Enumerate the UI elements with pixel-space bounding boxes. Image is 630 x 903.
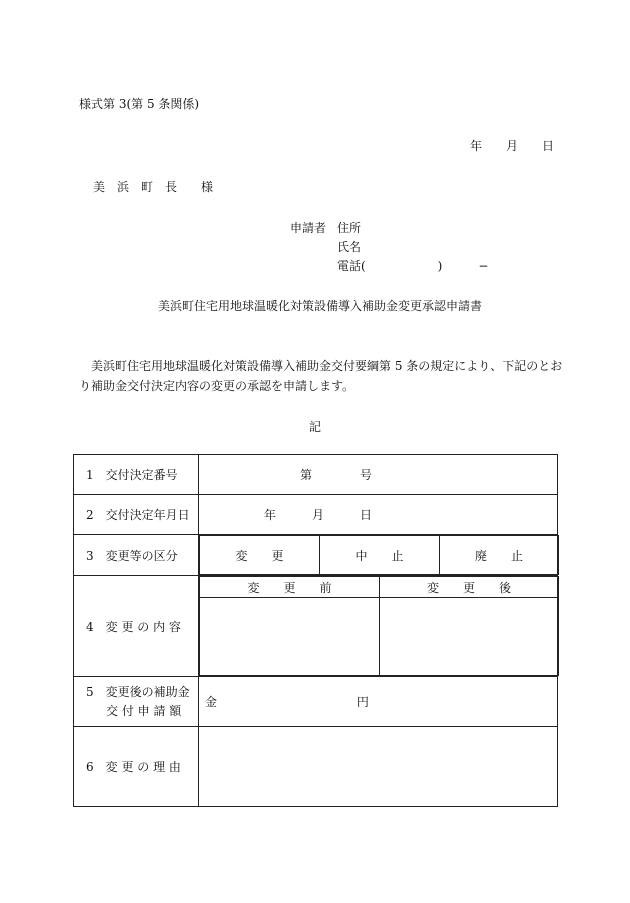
change-reason-label: 6 変 更 の 理 由 bbox=[74, 727, 199, 807]
applicant-label: 申請者 bbox=[290, 221, 327, 235]
body-line-2: り補助金交付決定内容の変更の承認を申請します。 bbox=[79, 379, 355, 393]
decision-number-text: 第 号 bbox=[300, 468, 373, 482]
change-content-label: 4 変 更 の 内 容 bbox=[74, 576, 199, 677]
option-change[interactable] bbox=[200, 536, 320, 575]
new-amount-value[interactable] bbox=[199, 677, 558, 727]
change-content-area bbox=[199, 576, 558, 677]
option-cancel-label: 中 止 bbox=[355, 548, 404, 563]
yen-unit: 円 bbox=[356, 695, 369, 709]
decision-number-label: 1 交付決定番号 bbox=[74, 455, 199, 495]
table-row bbox=[74, 727, 558, 807]
after-header-label: 変 更 後 bbox=[426, 580, 511, 595]
decision-number-value[interactable] bbox=[199, 455, 558, 495]
before-header bbox=[200, 577, 380, 598]
option-abolish[interactable] bbox=[440, 536, 559, 575]
option-change-label: 変 更 bbox=[235, 548, 284, 563]
table-row bbox=[74, 495, 558, 535]
ki-label: 記 bbox=[309, 420, 322, 434]
change-type-options bbox=[199, 535, 558, 576]
option-cancel[interactable] bbox=[320, 536, 440, 575]
form-number: 様式第 3(第 5 条関係) bbox=[79, 97, 200, 111]
after-header bbox=[380, 577, 559, 598]
new-amount-label-line1: 5 変更後の補助金 bbox=[86, 684, 190, 699]
body-line-1: 美浜町住宅用地球温暖化対策設備導入補助金交付要綱第 5 条の規定により、下記のとお bbox=[91, 359, 563, 373]
option-abolish-label: 廃 止 bbox=[474, 548, 523, 563]
name-label: 氏名 bbox=[337, 240, 362, 254]
new-amount-label-line2: 交 付 申 請 額 bbox=[106, 703, 182, 718]
new-amount-label bbox=[74, 677, 199, 727]
decision-date-value[interactable] bbox=[199, 495, 558, 535]
table-row bbox=[74, 455, 558, 495]
date-line: 年 月 日 bbox=[470, 139, 555, 153]
application-table bbox=[73, 454, 558, 807]
table-row bbox=[74, 535, 558, 576]
currency-label: 金 bbox=[205, 695, 218, 709]
decision-date-label: 2 交付決定年月日 bbox=[74, 495, 199, 535]
before-input[interactable] bbox=[200, 598, 380, 676]
change-type-label: 3 変更等の区分 bbox=[74, 535, 199, 576]
address-label: 住所 bbox=[337, 221, 362, 235]
before-header-label: 変 更 前 bbox=[247, 580, 332, 595]
table-row bbox=[74, 576, 558, 677]
phone-label: 電話( ) − bbox=[337, 259, 489, 273]
document-title: 美浜町住宅用地球温暖化対策設備導入補助金変更承認申請書 bbox=[158, 299, 483, 313]
decision-date-text: 年 月 日 bbox=[264, 508, 373, 522]
table-row bbox=[74, 677, 558, 727]
after-input[interactable] bbox=[380, 598, 559, 676]
change-reason-input[interactable] bbox=[199, 727, 558, 807]
addressee: 美 浜 町 長 様 bbox=[93, 180, 214, 194]
